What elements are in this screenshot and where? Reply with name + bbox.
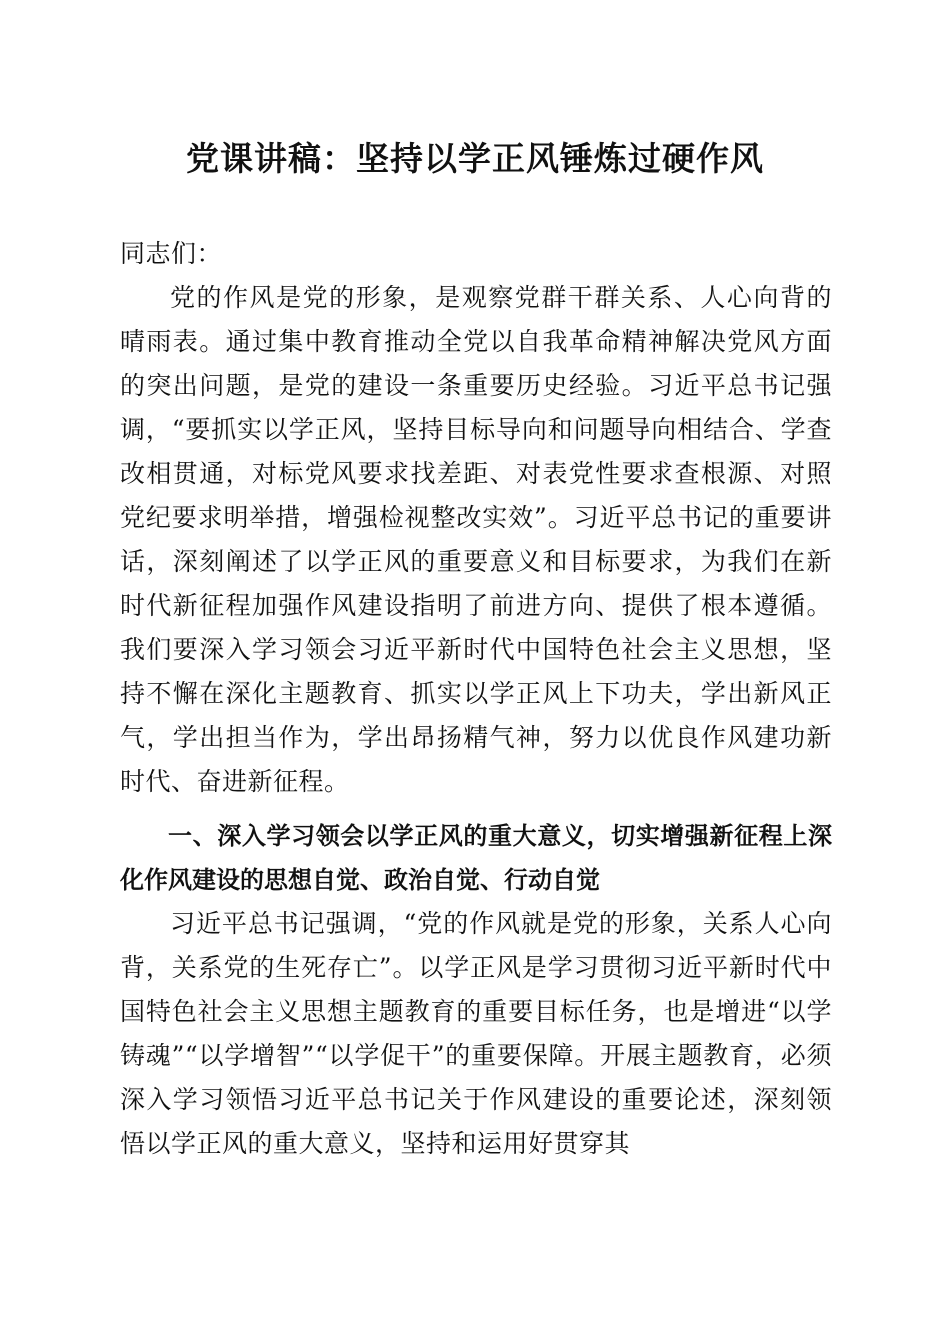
document-title: 党课讲稿：坚持以学正风锤炼过硬作风 [186,139,764,178]
intro-paragraph: 党的作风是党的形象，是观察党群干群关系、人心向背的晴雨表。通过集中教育推动全党以自我革命精神解决党风方面的突出问题，是党的建设一条重要历史经验。习近平总书记强调，“要抓实以学正风，坚持目标导向和问题导向相结合、学查改相贯通，对标党风要求找差距、对表党性要求查根源、对照党纪要求明举措，增强检视整改实效”。习近平总书记的重要讲话，深刻阐述了以学正风的重要意义和目标要求，为我们在新时代新征程加强作风建设指明了前进方向、提供了根本遵循。我们要深入学习领会习近平新时代中国特色社会主义思想，坚持不懈在深化主题教育、抓实以学正风上下功夫，学出新风正气，学出担当作为，学出昂扬精气神，努力以优良作风建功新时代、奋进新征程。 [120,283,832,796]
salutation: 同志们： [120,239,223,268]
section-heading: 一、深入学习领会以学正风的重大意义，切实增强新征程上深化作风建设的思想自觉、政治自觉、行动自觉 [120,822,832,894]
section-paragraph: 习近平总书记强调，“党的作风就是党的形象，关系人心向背，关系党的生死存亡”。以学正风是学习贯彻习近平新时代中国特色社会主义思想主题教育的重要目标任务，也是增进“以学铸魂”“以学增智”“以学促干”的重要保障。开展主题教育，必须深入学习领悟习近平总书记关于作风建设的重要论述，深刻领悟以学正风的重大意义，坚持和运用好贯穿其 [120,909,832,1158]
